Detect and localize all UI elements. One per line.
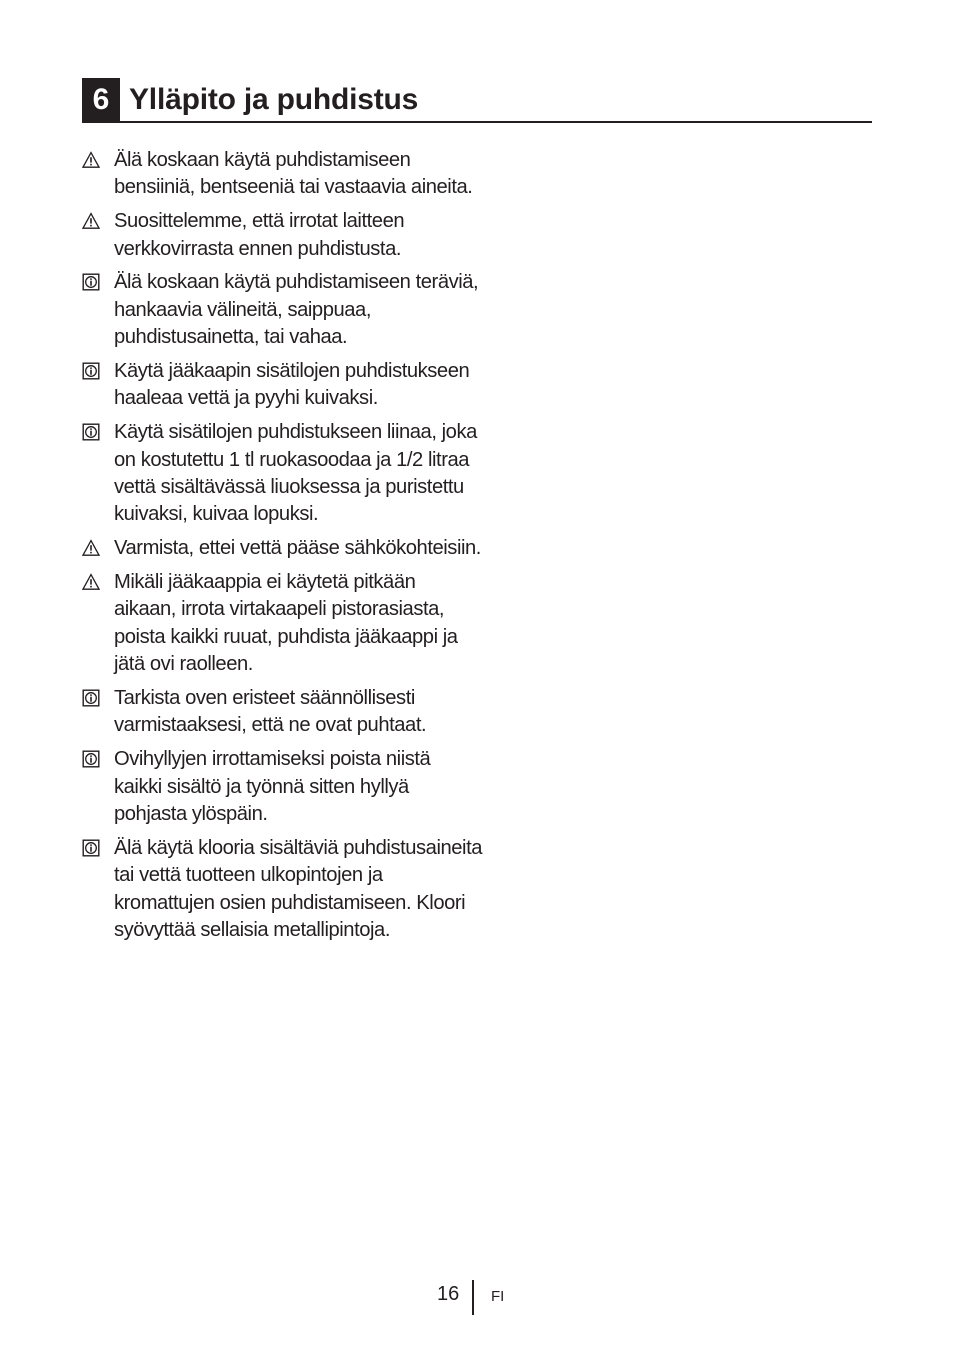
warning-icon [82,212,100,230]
list-item [82,358,482,413]
list-item [82,835,482,945]
section-title: Ylläpito ja puhdistus [129,83,419,116]
list-item [82,147,482,202]
list-item-text: Käytä sisätilojen puhdistukseen liinaa, joka on kostutettu 1 tl ruokasoodaa ja 1/2 litraa vettä sisältävässä liuoksessa ja puristettu kuivaksi, kuivaa lopuksi. [114,421,477,526]
section-number: 6 [82,78,120,121]
list-item [82,269,482,351]
page-footer [0,1280,954,1316]
list-item [82,685,482,740]
list-item-text: Ovihyllyjen irrottamiseksi poista niistä kaikki sisältö ja työnnä sitten hyllyä pohjasta ylöspäin. [114,748,431,826]
list-item [82,208,482,263]
list-item-text: Mikäli jääkaappia ei käytetä pitkään aikaan, irrota virtakaapeli pistorasiasta, poista kaikki ruuat, puhdista jääkaappi ja jätä ovi raolleen. [114,571,458,676]
section-header [82,78,872,123]
info-icon [82,750,100,768]
list-item-text: Tarkista oven eristeet säännöllisesti varmistaaksesi, että ne ovat puhtaat. [114,687,427,737]
list-item-text: Älä koskaan käytä puhdistamiseen bensiiniä, bentseeniä tai vastaavia aineita. [114,149,473,199]
info-icon [82,273,100,291]
list-item [82,535,482,562]
list-item-text: Älä käytä klooria sisältäviä puhdistusaineita tai vettä tuotteen ulkopintojen ja kromattujen osien puhdistamiseen. Kloori syövyttää sellaisia metallipintoja. [114,836,483,942]
info-icon [82,423,100,441]
info-icon [82,689,100,707]
list-item [82,419,482,529]
list-item-text: Varmista, ettei vettä pääse sähkökohteisiin. [114,537,481,560]
warning-icon [82,573,100,591]
language-code: FI [491,1288,505,1305]
info-icon [82,839,100,857]
warning-icon [82,539,100,557]
info-icon [82,362,100,380]
list-item-text: Suosittelemme, että irrotat laitteen verkkovirrasta ennen puhdistusta. [114,210,405,260]
list-item [82,569,482,679]
footer-divider [472,1280,474,1315]
instruction-list [82,147,482,951]
list-item-text: Käytä jääkaapin sisätilojen puhdistukseen haaleaa vettä ja pyyhi kuivaksi. [114,360,470,410]
page-number: 16 [437,1283,460,1305]
list-item-text: Älä koskaan käytä puhdistamiseen teräviä, hankaavia välineitä, saippuaa, puhdistusainetta, tai vahaa. [114,271,479,349]
list-item [82,746,482,828]
warning-icon [82,151,100,169]
